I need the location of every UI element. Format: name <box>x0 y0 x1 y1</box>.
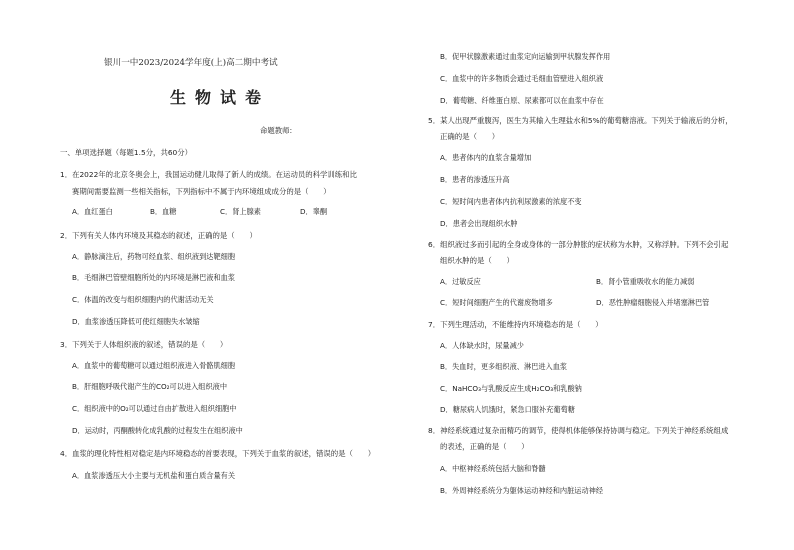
q5-stem-line2: 正确的是（ ） <box>440 132 500 141</box>
q6-option-a: A．过敏反应 <box>440 277 481 286</box>
q5-option-a: A．患者体内的血浆含量增加 <box>440 153 532 162</box>
q7-option-b: B．失血时，更多组织液、淋巴进入血浆 <box>440 362 568 371</box>
setter-label: 命题教师: <box>260 126 293 135</box>
q5-stem-line1: 5．某人出现严重腹泻，医生为其输入生理盐水和5%的葡萄糖溶液。下列关于输液后的分析， <box>428 116 733 125</box>
q5-option-b: B．患者的渗透压升高 <box>440 175 510 184</box>
q3-option-a: A．血浆中的葡萄糖可以通过组织液进入骨骼肌细胞 <box>72 361 236 370</box>
q1-option-c: C．肾上腺素 <box>220 207 261 216</box>
q1-stem-line2: 赛期间需要监测一些相关指标，下列指标中不属于内环境组成成分的是（ ） <box>72 187 331 196</box>
q2-stem: 2．下列有关人体内环境及其稳态的叙述，正确的是（ ） <box>60 231 257 240</box>
q6-stem-line1: 6．组织液过多而引起的全身或身体的一部分肿胀的症状称为水肿，又称浮肿。下列不会引起 <box>428 240 729 249</box>
q3-option-c: C．组织液中的O₂可以通过自由扩散进入组织细胞中 <box>72 404 237 413</box>
q3-stem: 3．下列关于人体组织液的叙述，错误的是（ ） <box>60 340 228 349</box>
q4-option-a: A．血浆渗透压大小主要与无机盐和蛋白质含量有关 <box>72 471 236 480</box>
q2-option-b: B．毛细淋巴管壁细胞所处的内环境是淋巴液和血浆 <box>72 273 236 282</box>
q5-option-d: D．患者会出现组织水肿 <box>440 219 518 228</box>
q3-option-b: B．肝细胞呼吸代谢产生的CO₂可以进入组织液中 <box>72 382 228 391</box>
exam-title: 银川一中2023/2024学年度(上)高二期中考试 <box>104 58 278 68</box>
q8-stem-line1: 8．神经系统通过复杂而精巧的调节，使得机体能够保持协调与稳定。下列关于神经系统组成 <box>428 426 729 435</box>
q7-stem: 7．下列生理活动，不能维持内环境稳态的是（ ） <box>428 320 603 329</box>
q6-option-d: D．恶性肿瘤细胞侵入并堵塞淋巴管 <box>596 298 710 307</box>
q8-option-a: A．中枢神经系统包括大脑和脊髓 <box>440 464 546 473</box>
q2-option-d: D．血浆渗透压降低可使红细胞失水皱缩 <box>72 317 200 326</box>
section-heading: 一、单项选择题（每题1.5分，共60分） <box>60 148 193 157</box>
q1-option-b: B．血糖 <box>150 207 177 216</box>
q8-option-b: B．外周神经系统分为躯体运动神经和内脏运动神经 <box>440 486 604 495</box>
q4-option-b: B．促甲状腺激素通过血浆定向运输到甲状腺发挥作用 <box>440 52 611 61</box>
q1-stem-line1: 1．在2022年的北京冬奥会上，我国运动健儿取得了新人的成绩。在运动员的科学训练和比 <box>60 170 357 179</box>
q4-option-d: D．葡萄糖、纤维蛋白原、尿素都可以在血浆中存在 <box>440 96 604 105</box>
q1-option-d: D．睾酮 <box>300 207 328 216</box>
q6-option-c: C．短时间细胞产生的代谢废物增多 <box>440 298 553 307</box>
q8-stem-line2: 的表述，正确的是（ ） <box>440 442 529 451</box>
q1-option-a: A．血红蛋白 <box>72 207 113 216</box>
q7-option-c: C．NaHCO₃与乳酸反应生成H₂CO₃和乳酸钠 <box>440 384 582 393</box>
q3-option-d: D．运动时，丙酮酸转化成乳酸的过程发生在组织液中 <box>72 426 243 435</box>
q7-option-d: D．糖尿病人饥饿时，紧急口服补充葡萄糖 <box>440 405 575 414</box>
q2-option-a: A．静脉滴注后，药物可经血浆、组织液到达靶细胞 <box>72 252 236 261</box>
subject-title: 生物试卷 <box>170 88 271 107</box>
q6-stem-line2: 组织水肿的是（ ） <box>440 256 514 265</box>
q4-option-c: C．血浆中的许多物质会通过毛细血管壁进入组织液 <box>440 74 604 83</box>
q2-option-c: C．体温的改变与组织细胞内的代谢活动无关 <box>72 295 214 304</box>
q7-option-a: A．人体缺水时，尿量减少 <box>440 341 524 350</box>
q6-option-b: B．肾小管重吸收水的能力减弱 <box>596 277 695 286</box>
q5-option-c: C．短时间内患者体内抗利尿激素的浓度不变 <box>440 197 582 206</box>
q4-stem: 4．血浆的理化特性相对稳定是内环境稳态的首要表现，下列关于血浆的叙述，错误的是（ ） <box>60 449 376 458</box>
